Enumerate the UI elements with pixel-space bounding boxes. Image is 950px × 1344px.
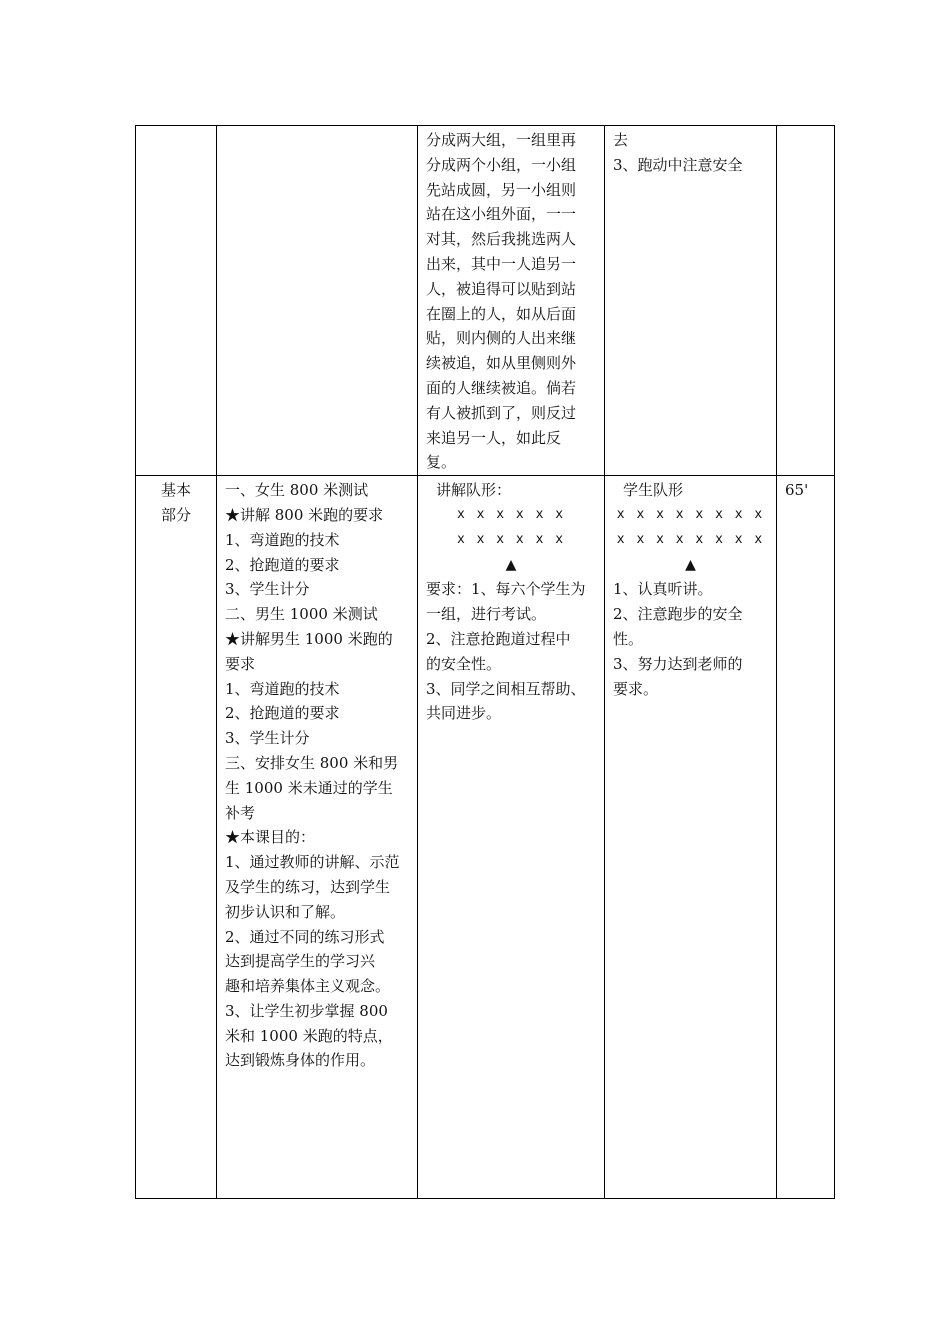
teaching-method-cell xyxy=(418,126,605,476)
text-line: 先站成圆，另一小组则 xyxy=(426,180,577,199)
teacher-position-icon: ▲ xyxy=(505,556,517,573)
student-activity-cell xyxy=(605,476,777,1199)
text-line: 生 1000 米未通过的学生 xyxy=(225,778,393,797)
text-line: 分成两大组，一组里再 xyxy=(426,131,577,149)
teacher-position-icon: ▲ xyxy=(685,556,696,573)
section-cell xyxy=(136,126,217,476)
text-line: 续被追，如从里侧则外 xyxy=(426,354,577,373)
text-line: 趣和培养集体主义观念。 xyxy=(225,977,391,996)
formation-title: 学生队形 xyxy=(623,481,684,500)
text-line: 复。 xyxy=(426,453,457,472)
text-line: 及学生的练习，达到学生 xyxy=(225,877,391,896)
text-line: 在圈上的人，如从后面 xyxy=(426,304,577,323)
text-line: 3、跑动中注意安全 xyxy=(613,155,743,174)
text-line: 有人被抓到了，则反过 xyxy=(426,403,577,422)
text-line: 米和 1000 米跑的特点， xyxy=(225,1026,393,1045)
text-line: 人，被追得可以贴到站 xyxy=(426,279,577,298)
text-line: 2、注意跑步的安全 xyxy=(613,605,743,624)
teaching-text xyxy=(426,128,596,475)
time-cell xyxy=(777,476,835,1199)
text-line: 2、通过不同的练习形式 xyxy=(225,927,385,946)
text-line: 去 xyxy=(613,131,629,149)
student-activity-cell xyxy=(605,126,777,476)
text-line: 1、弯道跑的技术 xyxy=(225,679,340,698)
text-line: 初步认识和了解。 xyxy=(225,902,346,921)
text-line: 一、女生 800 米测试 xyxy=(225,481,369,500)
text-line: 三、安排女生 800 米和男 xyxy=(225,753,399,772)
text-line: 1、认真听讲。 xyxy=(613,580,713,599)
text-line: 面的人继续被追。倘若 xyxy=(426,378,577,397)
text-line: 1、通过教师的讲解、示范 xyxy=(225,853,400,872)
text-line: 达到提高学生的学习兴 xyxy=(225,952,376,971)
lesson-plan-table xyxy=(135,125,835,1199)
text-line: 要求：1、每六个学生为 xyxy=(426,580,586,599)
text-line: 来追另一人，如此反 xyxy=(426,428,562,447)
text-line: 3、同学之间相互帮助、 xyxy=(426,679,586,698)
student-formation-row: x x x x x x x x xyxy=(616,506,765,522)
section-label-line: 部分 xyxy=(160,505,191,524)
text-line: 3、学生计分 xyxy=(225,580,310,599)
text-line: 3、努力达到老师的 xyxy=(613,654,743,673)
text-line: 2、抢跑道的要求 xyxy=(225,704,340,723)
time-cell xyxy=(777,126,835,476)
text-line: 的安全性。 xyxy=(426,654,502,673)
text-line: 达到锻炼身体的作用。 xyxy=(225,1051,376,1070)
text-line: 性。 xyxy=(613,629,644,648)
text-line: 分成两个小组，一小组 xyxy=(426,155,577,174)
text-line: 3、让学生初步掌握 800 xyxy=(225,1001,388,1020)
text-line: 要求。 xyxy=(613,679,659,698)
section-label-cell xyxy=(136,476,217,1199)
text-line: ★本课目的： xyxy=(225,828,316,847)
text-line: 对其，然后我挑选两人 xyxy=(426,230,577,249)
text-line: 出来，其中一人追另一 xyxy=(426,254,577,273)
time-value: 65' xyxy=(785,481,809,500)
text-line: 2、注意抢跑道过程中 xyxy=(426,629,571,648)
text-line: 贴，则内侧的人出来继 xyxy=(426,329,577,348)
content-cell xyxy=(217,476,418,1199)
text-line: 1、弯道跑的技术 xyxy=(225,530,340,549)
text-line: 站在这小组外面，一一 xyxy=(426,205,577,224)
teaching-method-cell xyxy=(418,476,605,1199)
text-line: 2、抢跑道的要求 xyxy=(225,555,340,574)
table-row-basic-part xyxy=(136,476,835,1199)
text-line: 二、男生 1000 米测试 xyxy=(225,605,378,624)
student-formation-row: x x x x x x xyxy=(456,531,566,547)
student-formation-row: x x x x x x xyxy=(456,506,566,522)
text-line: 共同进步。 xyxy=(426,704,502,723)
text-line: 3、学生计分 xyxy=(225,729,310,748)
section-label-line: 基本 xyxy=(160,481,191,500)
text-line: 一组，进行考试。 xyxy=(426,605,547,624)
text-line: ★讲解 800 米跑的要求 xyxy=(225,505,384,524)
student-formation-row: x x x x x x x x xyxy=(616,531,765,547)
formation-title: 讲解队形： xyxy=(436,481,512,500)
content-cell xyxy=(217,126,418,476)
text-line: 补考 xyxy=(225,803,256,822)
text-line: 要求 xyxy=(225,654,256,673)
table-row-continuation xyxy=(136,126,835,476)
text-line: ★讲解男生 1000 米跑的 xyxy=(225,629,393,648)
